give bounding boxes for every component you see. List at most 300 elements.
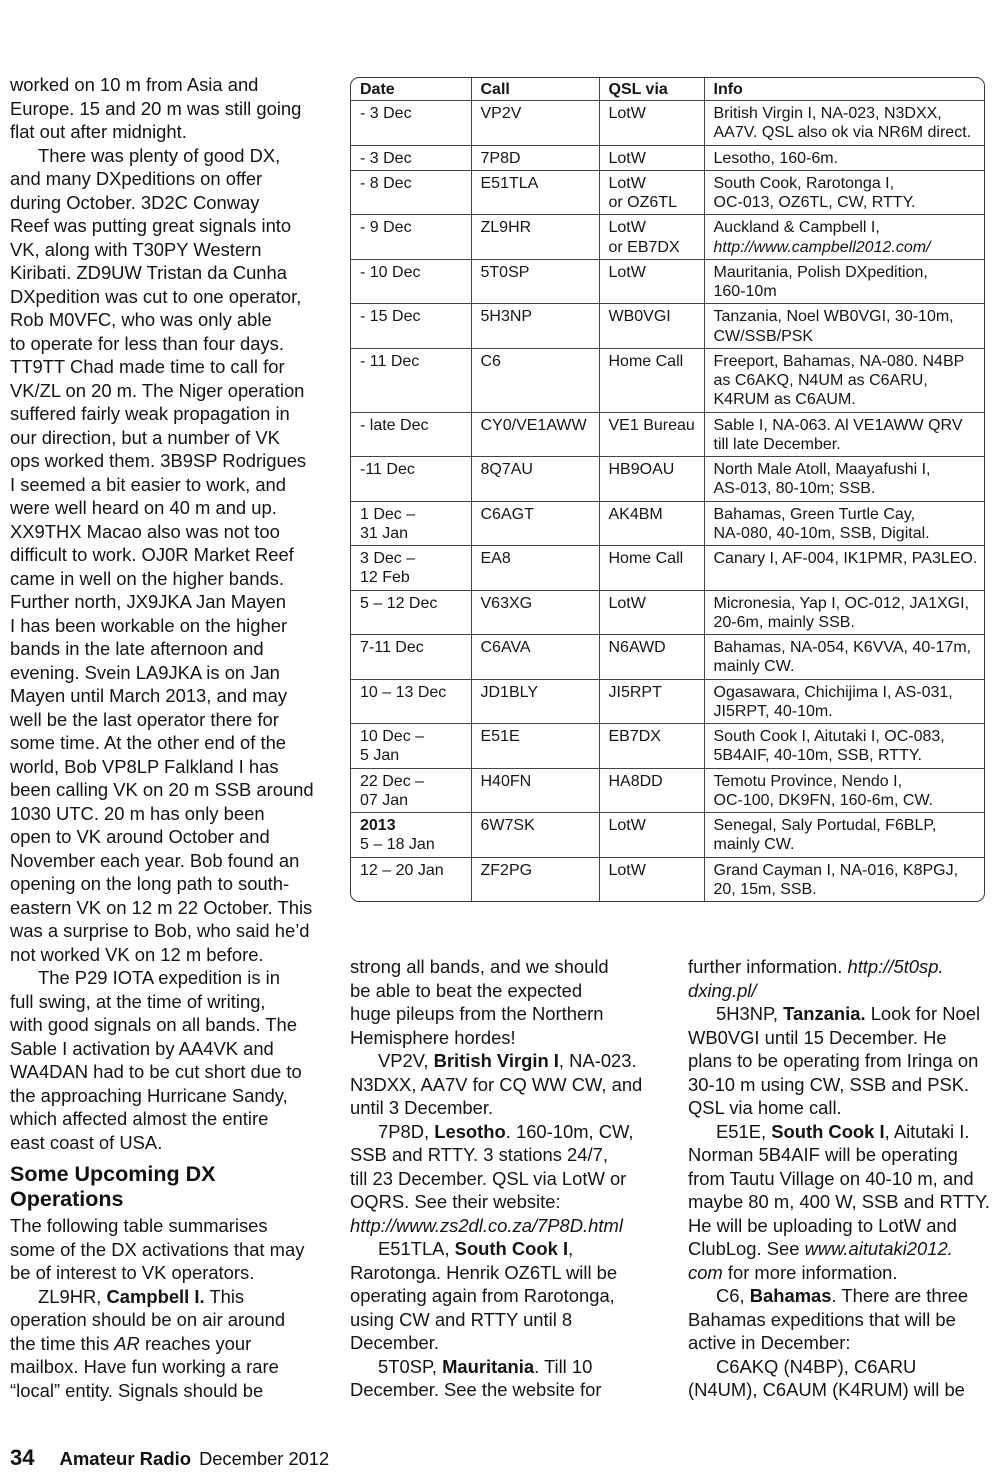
text-line bbox=[350, 1261, 670, 1285]
cell-text: E51TLA bbox=[480, 174, 539, 192]
cell-text: British Virgin I, NA-023, N3DXX, bbox=[713, 105, 942, 122]
cell-text: LotW bbox=[608, 263, 646, 281]
cell-text: 6W7SK bbox=[480, 817, 535, 834]
left-article-column bbox=[10, 73, 340, 1402]
cell-text: Grand Cayman I, NA-016, K8PGJ, bbox=[713, 861, 959, 879]
text-run: E51E, bbox=[716, 1120, 772, 1142]
qsl-via-cell bbox=[599, 590, 704, 635]
qsl-via-cell bbox=[599, 304, 704, 349]
text-line bbox=[10, 167, 340, 191]
text-run: , bbox=[568, 1238, 574, 1260]
cell-text: 5T0SP bbox=[480, 263, 530, 281]
cell-text: LotW bbox=[608, 149, 646, 167]
section-heading-line: Some Upcoming DX bbox=[10, 1161, 216, 1186]
text-line bbox=[688, 1355, 998, 1379]
cell-text: - late Dec bbox=[360, 416, 429, 434]
call-cell bbox=[471, 590, 599, 635]
date-cell bbox=[351, 724, 471, 769]
table-header-row bbox=[351, 78, 984, 101]
text-run: C6AKQ (N4BP), C6ARU bbox=[716, 1355, 917, 1377]
cell-text: Bahamas, NA-054, K6VVA, 40-17m, bbox=[713, 639, 972, 656]
info-cell bbox=[704, 813, 984, 858]
paragraph bbox=[10, 1285, 340, 1403]
text-run: till 23 December. QSL via LotW or bbox=[350, 1167, 627, 1189]
paragraph bbox=[10, 73, 340, 144]
cell-text: till late December. bbox=[713, 435, 841, 453]
table-row bbox=[351, 170, 984, 215]
bold-text: British Virgin I bbox=[433, 1050, 559, 1072]
qsl-via-cell bbox=[599, 457, 704, 502]
text-line bbox=[350, 1190, 670, 1214]
italic-text: com bbox=[688, 1261, 723, 1283]
text-run: December. bbox=[350, 1332, 439, 1354]
text-run: difficult to work. OJ0R Market Reef bbox=[10, 544, 294, 566]
text-run: Rarotonga. Henrik OZ6TL will be bbox=[350, 1261, 618, 1283]
table-row bbox=[351, 635, 984, 680]
text-line bbox=[350, 1096, 670, 1120]
italic-text: AR bbox=[114, 1332, 140, 1354]
info-cell bbox=[704, 679, 984, 724]
article-text bbox=[688, 955, 998, 1402]
text-line bbox=[10, 426, 340, 450]
text-run: worked on 10 m from Asia and bbox=[10, 74, 259, 96]
text-run: SSB and RTTY. 3 stations 24/7, bbox=[350, 1144, 608, 1166]
cell-text: - 10 Dec bbox=[360, 263, 421, 281]
text-line bbox=[688, 1214, 998, 1238]
text-line bbox=[10, 849, 340, 873]
text-run: ops worked them. 3B9SP Rodrigues bbox=[10, 450, 307, 472]
text-line bbox=[350, 1073, 670, 1097]
text-line bbox=[10, 1261, 340, 1285]
table-row bbox=[351, 546, 984, 591]
text-run: November each year. Bob found an bbox=[10, 849, 300, 871]
text-run: VK/ZL on 20 m. The Niger operation bbox=[10, 379, 305, 401]
qsl-via-cell bbox=[599, 679, 704, 724]
text-run: (N4UM), C6AUM (K4RUM) will be bbox=[688, 1379, 965, 1401]
paragraph bbox=[10, 1214, 340, 1285]
text-line bbox=[10, 1238, 340, 1262]
qsl-via-cell bbox=[599, 259, 704, 304]
date-cell bbox=[351, 457, 471, 502]
text-run: full swing, at the time of writing, bbox=[10, 990, 266, 1012]
text-run: some of the DX activations that may bbox=[10, 1238, 305, 1260]
info-cell bbox=[704, 546, 984, 591]
cell-text: 8Q7AU bbox=[480, 461, 533, 478]
cell-text: or EB7DX bbox=[608, 238, 680, 256]
cell-text: 20-6m, mainly SSB. bbox=[713, 613, 855, 631]
cell-text: Lesotho, 160-6m. bbox=[713, 149, 839, 167]
text-line bbox=[10, 285, 340, 309]
cell-text: Senegal, Saly Portudal, F6BLP, bbox=[713, 817, 937, 834]
date-cell bbox=[351, 412, 471, 457]
call-cell bbox=[471, 304, 599, 349]
magazine-title: Amateur Radio bbox=[59, 1448, 192, 1469]
issue-date: December 2012 bbox=[199, 1448, 330, 1469]
paragraph bbox=[350, 1237, 670, 1355]
qsl-via-cell bbox=[599, 768, 704, 813]
text-run: 7P8D, bbox=[378, 1120, 435, 1142]
cell-text: CW/SSB/PSK bbox=[713, 327, 814, 345]
text-run: evening. Svein LA9JKA is on Jan bbox=[10, 661, 280, 683]
cell-text: N6AWD bbox=[608, 639, 666, 656]
page-number: 34 bbox=[10, 1445, 35, 1470]
info-column-header: Info bbox=[704, 78, 984, 101]
cell-text: 22 Dec – bbox=[360, 772, 425, 790]
text-run: N3DXX, AA7V for CQ WW CW, and bbox=[350, 1073, 643, 1095]
text-line bbox=[10, 1332, 340, 1356]
text-run: WA4DAN had to be cut short due to bbox=[10, 1061, 302, 1083]
text-run: Europe. 15 and 20 m was still going bbox=[10, 97, 302, 119]
cell-text: 5H3NP bbox=[480, 308, 533, 326]
cell-text: AK4BM bbox=[608, 505, 663, 523]
year-label: 2013 bbox=[360, 817, 396, 834]
text-line bbox=[688, 1378, 998, 1402]
text-line bbox=[350, 1214, 670, 1238]
text-run: 30-10 m using CW, SSB and PSK. bbox=[688, 1073, 970, 1095]
text-run: He will be uploading to LotW and bbox=[688, 1214, 957, 1236]
table-row bbox=[351, 590, 984, 635]
date-column-header: Date bbox=[351, 78, 471, 101]
cell-text: LotW bbox=[608, 861, 646, 879]
text-run: using CW and RTTY until 8 bbox=[350, 1308, 573, 1330]
text-line bbox=[350, 979, 670, 1003]
info-cell bbox=[704, 170, 984, 215]
text-run: “local” entity. Signals should be bbox=[10, 1379, 264, 1401]
call-cell bbox=[471, 768, 599, 813]
text-line bbox=[688, 979, 998, 1003]
call-cell bbox=[471, 457, 599, 502]
text-run: WB0VGI until 15 December. He bbox=[688, 1026, 947, 1048]
text-line bbox=[350, 1002, 670, 1026]
cell-text: - 15 Dec bbox=[360, 308, 421, 326]
text-run: Kiribati. ZD9UW Tristan da Cunha bbox=[10, 262, 287, 284]
cell-text: Canary I, AF-004, IK1PMR, PA3LEO. bbox=[713, 550, 978, 567]
text-line bbox=[10, 802, 340, 826]
info-cell bbox=[704, 101, 984, 146]
date-cell bbox=[351, 590, 471, 635]
cell-text: EB7DX bbox=[608, 728, 661, 745]
call-cell bbox=[471, 215, 599, 260]
text-run: The following table summarises bbox=[10, 1215, 268, 1237]
text-run: to operate for less than four days. bbox=[10, 332, 284, 354]
text-run: Further north, JX9JKA Jan Mayen bbox=[10, 591, 286, 613]
qsl-via-cell bbox=[599, 813, 704, 858]
cell-text: V63XG bbox=[480, 594, 533, 612]
text-line bbox=[350, 1331, 670, 1355]
text-run: . There are three bbox=[831, 1285, 969, 1307]
text-run: bands in the late afternoon and bbox=[10, 638, 264, 660]
date-cell bbox=[351, 145, 471, 170]
table-row bbox=[351, 724, 984, 769]
cell-text: WB0VGI bbox=[608, 308, 671, 326]
text-run: during October. 3D2C Conway bbox=[10, 191, 260, 213]
text-line bbox=[10, 684, 340, 708]
text-line bbox=[688, 1143, 998, 1167]
text-run: not worked VK on 12 m before. bbox=[10, 943, 264, 965]
text-line bbox=[10, 567, 340, 591]
bold-text: Bahamas bbox=[749, 1285, 832, 1307]
text-line bbox=[10, 97, 340, 121]
text-line bbox=[10, 473, 340, 497]
text-run: opening on the long path to south- bbox=[10, 873, 290, 895]
call-cell bbox=[471, 412, 599, 457]
cell-text: LotW bbox=[608, 105, 646, 122]
info-cell bbox=[704, 304, 984, 349]
right-article-column bbox=[688, 955, 998, 1402]
text-line bbox=[10, 614, 340, 638]
cell-text: Home Call bbox=[608, 550, 684, 567]
cell-text: 5 Jan bbox=[360, 747, 400, 765]
text-line bbox=[10, 872, 340, 896]
text-line bbox=[10, 238, 340, 262]
text-line bbox=[350, 1026, 670, 1050]
text-line bbox=[688, 1073, 998, 1097]
paragraph bbox=[688, 1120, 998, 1285]
table-row bbox=[351, 412, 984, 457]
text-run: been calling VK on 20 m SSB around bbox=[10, 779, 314, 801]
cell-text: JD1BLY bbox=[480, 683, 539, 701]
text-run: OQRS. See their website: bbox=[350, 1191, 561, 1213]
text-run: strong all bands, and we should bbox=[350, 956, 609, 978]
cell-text: JI5RPT, 40-10m. bbox=[713, 702, 833, 720]
cell-text: LotW bbox=[608, 174, 646, 192]
cell-text: OC-100, DK9FN, 160-6m, CW. bbox=[713, 791, 934, 809]
cell-text: 7P8D bbox=[480, 149, 521, 167]
qsl-via-cell bbox=[599, 635, 704, 680]
cell-text: VE1 Bureau bbox=[608, 416, 695, 434]
text-run: ZL9HR, bbox=[38, 1285, 107, 1307]
cell-text: 07 Jan bbox=[360, 791, 409, 809]
italic-text: dxing.pl/ bbox=[688, 979, 757, 1001]
text-run: 5H3NP, bbox=[716, 1003, 784, 1025]
info-cell bbox=[704, 259, 984, 304]
call-cell bbox=[471, 813, 599, 858]
table-row bbox=[351, 501, 984, 546]
cell-text: 20, 15m, SSB. bbox=[713, 880, 817, 898]
qsl-via-cell bbox=[599, 412, 704, 457]
bold-text: Campbell I. bbox=[106, 1285, 205, 1307]
call-cell bbox=[471, 679, 599, 724]
cell-text: 31 Jan bbox=[360, 524, 409, 542]
text-line bbox=[10, 355, 340, 379]
cell-text: - 3 Dec bbox=[360, 149, 412, 167]
date-cell bbox=[351, 101, 471, 146]
italic-text: http://5t0sp. bbox=[847, 956, 944, 978]
text-line bbox=[10, 496, 340, 520]
text-line bbox=[10, 919, 340, 943]
text-run: our direction, but a number of VK bbox=[10, 426, 280, 448]
text-line bbox=[350, 1308, 670, 1332]
info-cell bbox=[704, 412, 984, 457]
text-line bbox=[10, 661, 340, 685]
section-heading bbox=[10, 1162, 340, 1212]
text-run: operation should be on air around bbox=[10, 1309, 286, 1331]
text-line bbox=[688, 1261, 998, 1285]
text-line bbox=[688, 1096, 998, 1120]
text-line bbox=[10, 731, 340, 755]
text-line bbox=[688, 1284, 998, 1308]
bold-text: Tanzania. bbox=[783, 1003, 866, 1025]
text-line bbox=[10, 1013, 340, 1037]
text-run: E51TLA, bbox=[378, 1238, 455, 1260]
cell-text: 160-10m bbox=[713, 283, 777, 300]
text-run: the approaching Hurricane Sandy, bbox=[10, 1084, 288, 1106]
text-line bbox=[10, 755, 340, 779]
text-line bbox=[688, 1049, 998, 1073]
text-run: There was plenty of good DX, bbox=[38, 144, 281, 166]
cell-text: ZL9HR bbox=[480, 219, 532, 237]
text-line bbox=[10, 1214, 340, 1238]
table-row bbox=[351, 857, 984, 901]
cell-text: LotW bbox=[608, 219, 646, 237]
text-line bbox=[10, 1379, 340, 1403]
qsl-via-cell bbox=[599, 724, 704, 769]
text-line bbox=[10, 308, 340, 332]
text-line bbox=[350, 1143, 670, 1167]
paragraph bbox=[10, 966, 340, 1154]
paragraph bbox=[10, 144, 340, 967]
cell-text: 10 Dec – bbox=[360, 728, 425, 745]
text-line bbox=[10, 637, 340, 661]
table-body bbox=[351, 101, 984, 902]
text-line bbox=[10, 332, 340, 356]
table-row bbox=[351, 215, 984, 260]
text-run: QSL via home call. bbox=[688, 1097, 842, 1119]
text-run: Reef was putting great signals into bbox=[10, 215, 292, 237]
text-run: the time this bbox=[10, 1332, 115, 1354]
qsl-via-cell bbox=[599, 857, 704, 901]
text-run: VP2V, bbox=[378, 1050, 434, 1072]
text-line bbox=[10, 1131, 340, 1155]
text-line bbox=[350, 1284, 670, 1308]
text-run: be able to beat the expected bbox=[350, 979, 583, 1001]
text-run: well be the last operator there for bbox=[10, 708, 279, 730]
cell-text: HA8DD bbox=[608, 772, 663, 790]
cell-text: 10 – 13 Dec bbox=[360, 683, 447, 701]
cell-text: -11 Dec bbox=[360, 461, 415, 478]
table-row bbox=[351, 813, 984, 858]
cell-text: Mauritania, Polish DXpedition, bbox=[713, 263, 928, 281]
cell-text: North Male Atoll, Maayafushi I, bbox=[713, 461, 931, 478]
paragraph bbox=[688, 1284, 998, 1355]
info-cell bbox=[704, 768, 984, 813]
text-run: . 160-10m, CW, bbox=[505, 1120, 634, 1142]
info-cell bbox=[704, 457, 984, 502]
cell-text: Auckland & Campbell I, bbox=[713, 219, 880, 237]
text-run: with good signals on all bands. The bbox=[10, 1014, 297, 1036]
text-line bbox=[10, 1060, 340, 1084]
text-line bbox=[10, 990, 340, 1014]
article-text-after-heading bbox=[10, 1214, 340, 1402]
text-run: VK, along with T30PY Western bbox=[10, 238, 262, 260]
text-run: was a surprise to Bob, who said he’d bbox=[10, 920, 310, 942]
paragraph bbox=[350, 1120, 670, 1238]
text-line bbox=[10, 1308, 340, 1332]
cell-text: H40FN bbox=[480, 772, 532, 790]
text-run: mailbox. Have fun working a rare bbox=[10, 1356, 279, 1378]
text-line bbox=[10, 1107, 340, 1131]
article-text-before-heading bbox=[10, 73, 340, 1154]
text-run: were well heard on 40 m and up. bbox=[10, 497, 277, 519]
date-cell bbox=[351, 259, 471, 304]
call-cell bbox=[471, 348, 599, 412]
cell-text: OC-013, OZ6TL, CW, RTTY. bbox=[713, 194, 916, 211]
cell-text: CY0/VE1AWW bbox=[480, 416, 587, 434]
text-line bbox=[688, 1120, 998, 1144]
table-row bbox=[351, 145, 984, 170]
qsl-via-cell bbox=[599, 501, 704, 546]
cell-text: VP2V bbox=[480, 105, 522, 122]
text-line bbox=[688, 1190, 998, 1214]
text-run: Norman 5B4AIF will be operating bbox=[688, 1144, 958, 1166]
bold-text: Mauritania bbox=[442, 1355, 535, 1377]
text-run: from Tautu Village on 40-10 m, and bbox=[688, 1167, 974, 1189]
cell-text: 7-11 Dec bbox=[360, 639, 424, 656]
cell-text: Temotu Province, Nendo I, bbox=[713, 772, 903, 790]
cell-text: JI5RPT bbox=[608, 683, 662, 701]
cell-text: Ogasawara, Chichijima I, AS-031, bbox=[713, 683, 953, 701]
text-line bbox=[10, 708, 340, 732]
text-run: suffered fairly weak propagation in bbox=[10, 403, 290, 425]
text-run: C6, bbox=[716, 1285, 750, 1307]
date-cell bbox=[351, 813, 471, 858]
info-cell bbox=[704, 348, 984, 412]
info-cell bbox=[704, 501, 984, 546]
text-line bbox=[10, 1355, 340, 1379]
cell-text: mainly CW. bbox=[713, 836, 795, 854]
cell-text: Freeport, Bahamas, NA-080. N4BP bbox=[713, 352, 965, 370]
cell-text: Tanzania, Noel WB0VGI, 30-10m, bbox=[713, 308, 954, 326]
info-cell bbox=[704, 724, 984, 769]
cell-text: C6AVA bbox=[480, 639, 531, 656]
bold-text: South Cook I bbox=[771, 1120, 885, 1142]
cell-text: Bahamas, Green Turtle Cay, bbox=[713, 505, 916, 523]
italic-text: http://www.zs2dl.co.za/7P8D.html bbox=[350, 1214, 623, 1236]
article-text bbox=[350, 955, 670, 1402]
text-line bbox=[688, 1308, 998, 1332]
cell-text: Home Call bbox=[608, 352, 684, 370]
text-run: , Aitutaki I. bbox=[884, 1120, 970, 1142]
cell-text: 3 Dec – bbox=[360, 550, 416, 567]
info-cell bbox=[704, 145, 984, 170]
date-cell bbox=[351, 679, 471, 724]
paragraph bbox=[688, 1002, 998, 1120]
text-run: Look for Noel bbox=[865, 1003, 981, 1025]
text-run: 1030 UTC. 20 m has only been bbox=[10, 802, 265, 824]
italic-text: www.aitutaki2012. bbox=[804, 1238, 953, 1260]
info-cell bbox=[704, 857, 984, 901]
paragraph bbox=[350, 1355, 670, 1402]
table-row bbox=[351, 101, 984, 146]
text-line bbox=[10, 520, 340, 544]
paragraph bbox=[350, 955, 670, 1049]
table-row bbox=[351, 768, 984, 813]
date-cell bbox=[351, 635, 471, 680]
date-cell bbox=[351, 170, 471, 215]
text-line bbox=[350, 1120, 670, 1144]
text-run: eastern VK on 12 m 22 October. This bbox=[10, 896, 313, 918]
cell-text: Micronesia, Yap I, OC-012, JA1XGI, bbox=[713, 594, 970, 612]
date-cell bbox=[351, 304, 471, 349]
text-line bbox=[350, 955, 670, 979]
text-run: December. See the website for bbox=[350, 1379, 602, 1401]
text-line bbox=[10, 261, 340, 285]
table-row bbox=[351, 259, 984, 304]
text-run: which affected almost the entire bbox=[10, 1108, 269, 1130]
cell-text: Sable I, NA-063. Al VE1AWW QRV bbox=[713, 416, 963, 434]
text-run: This bbox=[204, 1285, 245, 1307]
call-cell bbox=[471, 857, 599, 901]
